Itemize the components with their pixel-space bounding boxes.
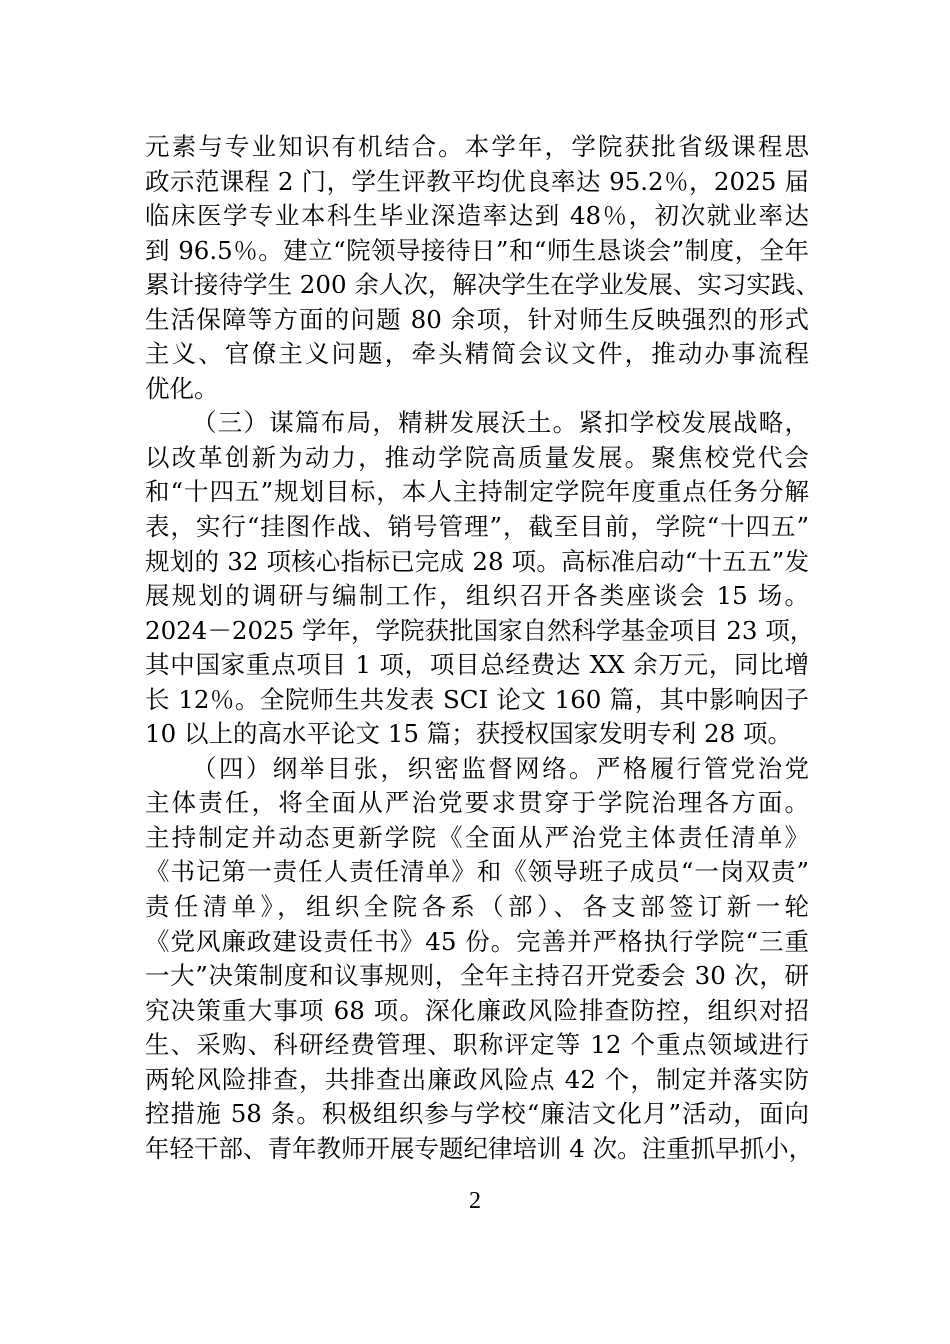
page-number: 2 — [469, 1188, 481, 1214]
text-line: 到 96.5％。建立“院领导接待日”和“师生恳谈会”制度，全年 — [145, 235, 809, 265]
text-line: 展规划的调研与编制工作，组织召开各类座谈会 15 场。 — [145, 581, 809, 611]
text-line: 主义、官僚主义问题，牵头精简会议文件，推动办事流程 — [145, 339, 809, 369]
text-line: 两轮风险排查，共排查出廉政风险点 42 个，制定并落实防 — [145, 1064, 809, 1094]
document-body — [145, 130, 820, 1166]
text-line: 究决策重大事项 68 项。深化廉政风险排查防控，组织对招 — [145, 995, 809, 1025]
text-line: 主体责任，将全面从严治党要求贯穿于学院治理各方面。 — [145, 788, 809, 818]
text-line: 责任清单》，组织全院各系（部）、各支部签订新一轮 — [145, 892, 809, 922]
paragraph-first-line: （三）谋篇布局，精耕发展沃土。紧扣学校发展战略， — [192, 408, 809, 438]
text-line: 生、采购、科研经费管理、职称评定等 12 个重点领域进行 — [145, 1030, 809, 1060]
text-line: 和“十四五”规划目标，本人主持制定学院年度重点任务分解 — [145, 477, 809, 507]
text-line: 其中国家重点项目 1 项，项目总经费达 XX 余万元，同比增 — [145, 650, 809, 680]
text-line: 《书记第一责任人责任清单》和《领导班子成员“一岗双责” — [145, 857, 809, 887]
text-line: 元素与专业知识有机结合。本学年，学院获批省级课程思 — [145, 132, 809, 161]
text-line: 10 以上的高水平论文 15 篇；获授权国家发明专利 28 项。 — [145, 719, 792, 749]
text-line: 控措施 58 条。积极组织参与学校“廉洁文化月”活动，面向 — [145, 1099, 809, 1129]
text-line: 《党风廉政建设责任书》45 份。完善并严格执行学院“三重 — [145, 926, 809, 956]
text-line: 长 12％。全院师生共发表 SCI 论文 160 篇，其中影响因子 — [145, 684, 809, 714]
text-line: 主持制定并动态更新学院《全面从严治党主体责任清单》 — [145, 822, 809, 852]
text-line: 优化。 — [145, 373, 219, 403]
text-line: 2024－2025 学年，学院获批国家自然科学基金项目 23 项， — [145, 615, 815, 645]
paragraph-first-line: （四）纲举目张，织密监督网络。严格履行管党治党 — [192, 753, 809, 783]
text-line: 表，实行“挂图作战、销号管理”，截至目前，学院“十四五” — [145, 512, 809, 542]
text-line: 以改革创新为动力，推动学院高质量发展。聚焦校党代会 — [145, 442, 809, 472]
text-line: 一大”决策制度和议事规则，全年主持召开党委会 30 次，研 — [145, 961, 809, 991]
text-line: 累计接待学生 200 余人次，解决学生在学业发展、实习实践、 — [145, 270, 820, 300]
text-line: 政示范课程 2 门，学生评教平均优良率达 95.2％，2025 届 — [145, 166, 809, 196]
text-line: 临床医学专业本科生毕业深造率达到 48％，初次就业率达 — [145, 201, 809, 231]
text-line: 年轻干部、青年教师开展专题纪律培训 4 次。注重抓早抓小， — [145, 1133, 814, 1163]
text-line: 规划的 32 项核心指标已完成 28 项。高标准启动“十五五”发 — [145, 546, 809, 576]
text-line: 生活保障等方面的问题 80 余项，针对师生反映强烈的形式 — [145, 304, 809, 334]
